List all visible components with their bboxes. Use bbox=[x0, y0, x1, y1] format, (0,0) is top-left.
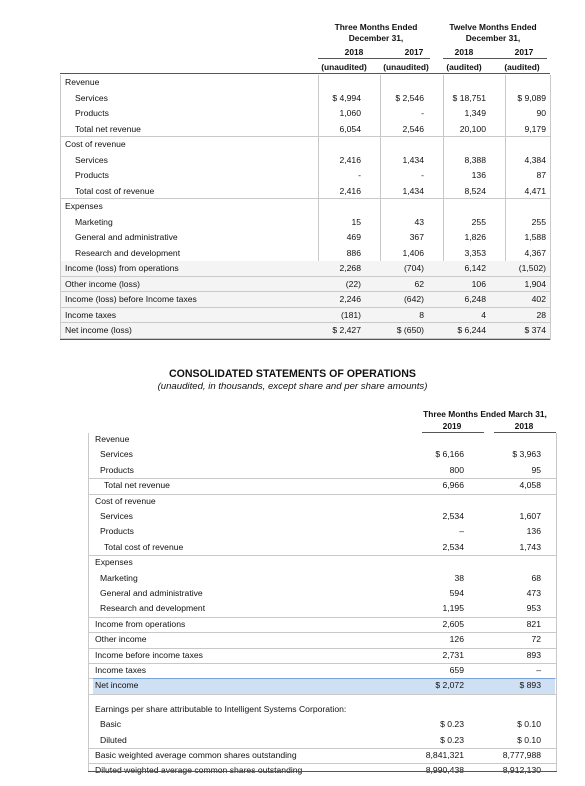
table2-cell: – bbox=[459, 526, 464, 537]
table2-column-rule bbox=[556, 433, 557, 771]
table1-cell: 8 bbox=[419, 309, 424, 320]
table2-row-rule bbox=[89, 617, 556, 618]
table1-row-label: Services bbox=[75, 154, 108, 165]
table2-cell: 68 bbox=[531, 572, 541, 583]
table2-cell: 8,841,321 bbox=[425, 750, 464, 760]
table2-cell: 800 bbox=[449, 464, 464, 475]
table1-cell: 62 bbox=[414, 278, 424, 289]
table2-cell: 659 bbox=[449, 665, 464, 675]
table1-cell: 255 bbox=[471, 216, 486, 227]
table2-cell: 473 bbox=[526, 588, 541, 598]
table2-cell: 1,607 bbox=[519, 511, 541, 521]
table1-row-label: Research and development bbox=[75, 247, 181, 258]
table2-cell: $ 0.23 bbox=[440, 719, 464, 730]
table2-cell: 2,731 bbox=[442, 649, 464, 660]
table1-cell: 2,246 bbox=[339, 294, 361, 304]
table2-row-rule bbox=[89, 663, 556, 664]
table2-cell: 95 bbox=[531, 464, 541, 475]
table2-row-label: Income from operations bbox=[95, 618, 186, 629]
table2-cell: 4,058 bbox=[519, 480, 541, 491]
table1-cell: 6,142 bbox=[464, 263, 486, 273]
table1-header-status: (unaudited) bbox=[321, 62, 367, 72]
table1-cell: 2,546 bbox=[402, 123, 424, 134]
table1-row-rule bbox=[61, 198, 550, 199]
table2-row-rule bbox=[89, 648, 556, 649]
statement-title: CONSOLIDATED STATEMENTS OF OPERATIONS bbox=[169, 368, 416, 380]
table2-row-label: Income taxes bbox=[95, 665, 147, 675]
table1-cell: 90 bbox=[536, 108, 546, 118]
table1-header-year: 2018 bbox=[344, 47, 364, 57]
table1-row-rule bbox=[61, 307, 550, 308]
table1-row-label: Income taxes bbox=[65, 309, 117, 320]
table2-cell: $ 0.10 bbox=[517, 734, 541, 745]
table1-cell: 1,349 bbox=[464, 108, 486, 118]
table1-cell: (181) bbox=[340, 309, 361, 320]
table1-cell: $ 6,244 bbox=[457, 325, 486, 335]
table1-header-status: (unaudited) bbox=[383, 62, 429, 72]
table1-cell: 4,384 bbox=[524, 154, 546, 165]
table1-cell: 367 bbox=[409, 232, 424, 242]
table2-header-rule bbox=[422, 432, 484, 433]
table1-cell: 9,179 bbox=[524, 123, 546, 134]
table2-cell: 2,534 bbox=[442, 511, 464, 521]
table2-row-rule bbox=[89, 494, 556, 495]
table2-row-label: Diluted bbox=[100, 734, 127, 745]
table2-header-year: 2019 bbox=[442, 421, 462, 431]
table1-cell: 2,268 bbox=[339, 263, 361, 273]
table1-row-rule bbox=[61, 291, 550, 292]
table1-row-label: Income (loss) from operations bbox=[65, 263, 179, 273]
table1-row-rule bbox=[61, 136, 550, 137]
table1-row-label: Revenue bbox=[65, 77, 100, 87]
table2-bottom-rule bbox=[88, 771, 557, 772]
table1-row-label: Cost of revenue bbox=[65, 139, 126, 149]
table2-row-label: Marketing bbox=[100, 572, 138, 583]
table1-cell: 43 bbox=[414, 216, 424, 227]
table2-row-label: Services bbox=[100, 449, 133, 460]
table1-cell: 6,054 bbox=[339, 123, 361, 134]
table2-row-label: Expenses bbox=[95, 557, 133, 568]
table1-header-year: 2017 bbox=[404, 47, 424, 57]
table1-header-group1: Three Months Ended December 31, bbox=[334, 22, 418, 43]
table1-row-label: Total net revenue bbox=[75, 123, 141, 134]
table1-cell: 1,434 bbox=[402, 185, 424, 196]
table2-row-rule bbox=[89, 763, 556, 764]
table2-row-label: Research and development bbox=[100, 603, 206, 614]
table1-cell: 15 bbox=[351, 216, 361, 227]
table2-cell: 136 bbox=[526, 526, 541, 537]
table1-cell: 886 bbox=[346, 247, 361, 258]
table1-header-status: (audited) bbox=[504, 62, 540, 72]
table2-cell: 2,605 bbox=[442, 618, 464, 629]
table1-column-rule bbox=[550, 75, 551, 340]
table1-cell: 106 bbox=[471, 278, 486, 289]
table2-row-label: Total cost of revenue bbox=[104, 541, 184, 552]
table2-header-year: 2018 bbox=[514, 421, 534, 431]
table2-cell: $ 6,166 bbox=[435, 449, 464, 460]
table1-row-label: Marketing bbox=[75, 216, 113, 227]
table2-cell: $ 3,963 bbox=[512, 449, 541, 460]
table1-cell: $ 18,751 bbox=[452, 92, 486, 103]
table1-cell: $ 4,994 bbox=[332, 92, 361, 103]
table1-cell: 20,100 bbox=[459, 123, 486, 134]
table1-header-status: (audited) bbox=[446, 62, 482, 72]
statement-subtitle: (unaudited, in thousands, except share and per share amounts) bbox=[157, 381, 428, 392]
table1-header-rule bbox=[443, 58, 547, 59]
table2-row-label: Revenue bbox=[95, 434, 130, 444]
table2-cell: 821 bbox=[526, 618, 541, 629]
table1-cell: 1,434 bbox=[402, 154, 424, 165]
table1-cell: 136 bbox=[471, 170, 486, 180]
table1-cell: 4,471 bbox=[524, 185, 546, 196]
table2-row-label: Basic weighted average common shares outstanding bbox=[95, 750, 297, 760]
table2-row-label: Cost of revenue bbox=[95, 495, 156, 506]
table2-header-rule bbox=[494, 432, 556, 433]
table2-row-label: General and administrative bbox=[100, 588, 203, 598]
table2-row-label: Other income bbox=[95, 634, 147, 645]
table2-cell: 126 bbox=[449, 634, 464, 645]
table1-cell: - bbox=[421, 170, 424, 180]
table2-cell: $ 893 bbox=[519, 680, 541, 691]
table1-cell: $ 374 bbox=[524, 325, 546, 335]
table1-cell: 402 bbox=[531, 294, 546, 304]
table1-cell: $ 9,089 bbox=[517, 92, 546, 103]
table2-cell: $ 2,072 bbox=[435, 680, 464, 691]
table1-row-label: General and administrative bbox=[75, 232, 178, 242]
table1-row-rule bbox=[61, 322, 550, 323]
table1-cell: 1,060 bbox=[339, 108, 361, 118]
table2-row-label: Services bbox=[100, 511, 133, 521]
table1-cell: 1,406 bbox=[402, 247, 424, 258]
table1-row-label: Services bbox=[75, 92, 108, 103]
table1-cell: - bbox=[358, 170, 361, 180]
table1-cell: (704) bbox=[403, 263, 424, 273]
table2-row-rule bbox=[89, 748, 556, 749]
table1-cell: $ (650) bbox=[396, 325, 424, 335]
table1-cell: 1,588 bbox=[524, 232, 546, 242]
table2-cell: 38 bbox=[454, 572, 464, 583]
table1-cell: 8,524 bbox=[464, 185, 486, 196]
table2-cell: – bbox=[536, 665, 541, 675]
table2-row-label: Earnings per share attributable to Intelligent Systems Corporation: bbox=[95, 703, 347, 714]
table2-cell: 6,966 bbox=[442, 480, 464, 491]
table1-header-rule bbox=[318, 58, 430, 59]
table2-cell: $ 0.23 bbox=[440, 734, 464, 745]
table1-header-group2: Twelve Months Ended December 31, bbox=[449, 22, 537, 43]
table1-row-label: Other income (loss) bbox=[65, 278, 140, 289]
table2-cell: 594 bbox=[449, 588, 464, 598]
table2-row-label: Net income bbox=[95, 680, 139, 691]
table1-row-label: Expenses bbox=[65, 201, 103, 211]
table1-cell: 2,416 bbox=[339, 185, 361, 196]
table1-header-year: 2018 bbox=[454, 47, 474, 57]
table2-cell: 2,534 bbox=[442, 541, 464, 552]
table2-row-rule bbox=[89, 555, 556, 556]
table2-row-rule bbox=[89, 632, 556, 633]
table1-cell: 1,826 bbox=[464, 232, 486, 242]
table1-row-label: Net income (loss) bbox=[65, 325, 132, 335]
table1-row-label: Products bbox=[75, 108, 109, 118]
table2-row-label: Products bbox=[100, 464, 134, 475]
table2-cell: $ 0.10 bbox=[517, 719, 541, 730]
table1-cell: 4,367 bbox=[524, 247, 546, 258]
table2-row-label: Total net revenue bbox=[104, 480, 170, 491]
table1-row-label: Products bbox=[75, 170, 109, 180]
table2-column-rule bbox=[88, 433, 89, 771]
table1-header-rule bbox=[60, 73, 550, 74]
table1-cell: (642) bbox=[403, 294, 424, 304]
table1-cell: 2,416 bbox=[339, 154, 361, 165]
table2-cell: 893 bbox=[526, 649, 541, 660]
table1-cell: 28 bbox=[536, 309, 546, 320]
table1-header-year: 2017 bbox=[514, 47, 534, 57]
table1-cell: 469 bbox=[346, 232, 361, 242]
table1-row-label: Income (loss) before Income taxes bbox=[65, 294, 197, 304]
table1-cell: 8,388 bbox=[464, 154, 486, 165]
table2-cell: 72 bbox=[531, 634, 541, 645]
table1-cell: $ 2,427 bbox=[332, 325, 361, 335]
table2-cell: 8,777,988 bbox=[502, 750, 541, 760]
table2-row-label: Basic bbox=[100, 719, 122, 730]
table1-cell: 1,904 bbox=[524, 278, 546, 289]
table1-cell: - bbox=[421, 108, 424, 118]
table1-cell: 3,353 bbox=[464, 247, 486, 258]
table1-cell: 87 bbox=[536, 170, 546, 180]
table2-cell: 953 bbox=[526, 603, 541, 614]
table2-header-group: Three Months Ended March 31, bbox=[423, 409, 547, 419]
table1-bottom-rule bbox=[60, 339, 550, 340]
table1-row-label: Total cost of revenue bbox=[75, 185, 155, 196]
table2-row-label: Income before income taxes bbox=[95, 649, 203, 660]
table1-cell: 255 bbox=[531, 216, 546, 227]
table2-cell: 1,743 bbox=[519, 541, 541, 552]
table1-cell: 4 bbox=[481, 309, 486, 320]
table2-cell: 1,195 bbox=[442, 603, 464, 614]
table2-row-rule bbox=[89, 478, 556, 479]
table1-cell: $ 2,546 bbox=[395, 92, 424, 103]
table1-row-rule bbox=[61, 276, 550, 277]
table2-row-rule bbox=[89, 694, 556, 695]
table2-row-label: Products bbox=[100, 526, 134, 537]
table1-cell: 6,248 bbox=[464, 294, 486, 304]
table1-cell: (1,502) bbox=[518, 263, 546, 273]
table1-cell: (22) bbox=[345, 278, 361, 289]
